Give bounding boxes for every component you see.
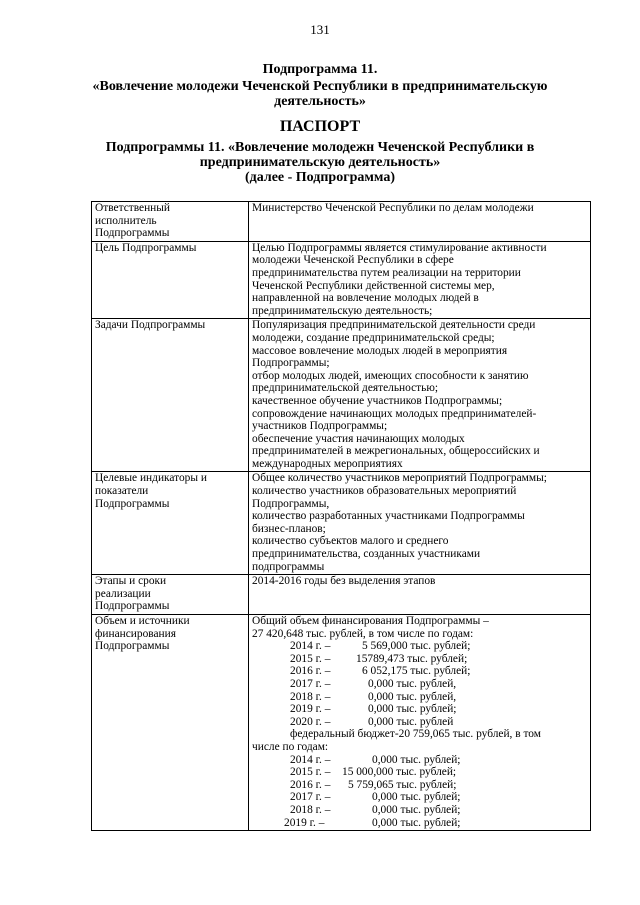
financing-value: 0,000 тыс. рублей, (368, 677, 457, 690)
content-line: предпринимательской деятельностью; (252, 382, 439, 395)
financing-year-row (252, 678, 587, 691)
content-line: предпринимателей в межрегиональных, общероссийских и (252, 445, 540, 458)
content-line: количество участников образовательных мероприятий (252, 485, 517, 498)
content-line: массовое вовлечение молодых людей в мероприятия (252, 344, 508, 357)
subprogram-description: «Вовлечение молодежи Чеченской Республики в предпринимательскую деятельность» (92, 79, 548, 109)
content-line: предпринимательства путем реализации на территории (252, 266, 521, 279)
federal-year: 2018 г. – (290, 803, 331, 816)
content-line: количество субъектов малого и среднего (252, 535, 449, 548)
content-line: Чеченской Республики действенной системы мер, (252, 279, 495, 292)
federal-year-row (252, 766, 587, 779)
row-content (249, 575, 591, 615)
passport-subtitle-line: (далее - Подпрограмма) (244, 170, 395, 185)
table-row (92, 615, 591, 831)
content-line: участников Подпрограммы; (252, 420, 388, 433)
label-line: показатели (95, 485, 149, 498)
table-row (92, 472, 591, 575)
content-line: Общий объем финансирования Подпрограммы – (252, 615, 489, 627)
content-line: международных мероприятиях (252, 457, 403, 470)
page-number: 131 (310, 22, 330, 37)
subprogram-title: Подпрограмма 11. (262, 62, 378, 77)
financing-value: 6 052,175 тыс. рублей; (362, 665, 471, 678)
content-line: отбор молодых людей, имеющих способности к занятию (252, 369, 529, 382)
content-line: Популяризация предпринимательской деятельности среди (252, 319, 536, 332)
financing-year: 2015 г. – (290, 652, 331, 665)
federal-value: 0,000 тыс. рублей; (372, 816, 461, 829)
label-line: реализации (95, 587, 151, 600)
financing-year-row (252, 640, 587, 653)
federal-year-row (252, 779, 587, 792)
row-content (249, 319, 591, 472)
financing-year-row (252, 665, 587, 678)
financing-value: 0,000 тыс. рублей, (368, 690, 457, 703)
label-line: Целевые индикаторы и (95, 472, 207, 485)
content-line: предпринимательства, созданных участниками (252, 548, 481, 561)
label-line: Цель Подпрограммы (95, 241, 197, 254)
label-line: Подпрограммы (95, 497, 170, 510)
content-line: количество разработанных участниками Подпрограммы (252, 510, 525, 523)
federal-year: 2014 г. – (290, 753, 331, 766)
passport-table (91, 201, 591, 831)
row-content (249, 202, 591, 242)
label-line: Подпрограммы (95, 600, 170, 613)
financing-value: 0,000 тыс. рублей; (368, 703, 457, 716)
content-line: обеспечение участия начинающих молодых (252, 432, 465, 445)
federal-year-row (252, 804, 587, 817)
content-line: сопровождение начинающих молодых предпринимателей- (252, 407, 537, 420)
passport-subtitle-line: Подпрограммы 11. «Вовлечение молодежн Чеченской Республики в (105, 140, 535, 155)
table-row (92, 241, 591, 319)
label-line: Подпрограммы (95, 640, 170, 653)
financing-year-row (252, 703, 587, 716)
financing-year-row (252, 716, 587, 729)
label-line: исполнитель (95, 214, 157, 227)
financing-year: 2020 г. – (290, 715, 331, 728)
federal-year-row (252, 817, 587, 830)
row-label (92, 241, 249, 319)
table-row (92, 319, 591, 472)
federal-value: 0,000 тыс. рублей; (372, 753, 461, 766)
content-line: качественное обучение участников Подпрограммы; (252, 394, 503, 407)
content-line: бизнес-планов; (252, 522, 326, 535)
label-line: финансирования (95, 627, 176, 640)
content-line: направленной на вовлечение молодых людей в (252, 292, 479, 305)
row-label (92, 472, 249, 575)
financing-value: 0,000 тыс. рублей (368, 715, 454, 728)
label-line: Этапы и сроки (95, 575, 167, 588)
federal-year: 2015 г. – (290, 766, 331, 779)
federal-value: 5 759,065 тыс. рублей; (348, 778, 457, 791)
financing-content (249, 615, 591, 831)
federal-year: 2017 г. – (290, 791, 331, 804)
content-line: 27 420,648 тыс. рублей, в том числе по годам: (252, 627, 474, 640)
content-line: Подпрограммы; (252, 357, 330, 370)
content-line: федеральный бюджет-20 759,065 тыс. рублей, в том (290, 728, 541, 741)
financing-year: 2017 г. – (290, 677, 331, 690)
row-label (92, 615, 249, 831)
financing-year: 2016 г. – (290, 665, 331, 678)
row-label (92, 202, 249, 242)
federal-year: 2016 г. – (290, 778, 331, 791)
content-line: молодежи Чеченской Республики в сфере (252, 254, 454, 267)
table-row (92, 202, 591, 242)
content-line: Министерство Чеченской Республики по делам молодежи (252, 202, 534, 214)
table-row (92, 575, 591, 615)
federal-year-row (252, 754, 587, 767)
financing-value: 5 569,000 тыс. рублей; (362, 640, 471, 653)
row-label (92, 575, 249, 615)
row-content (249, 241, 591, 319)
row-label (92, 319, 249, 472)
label-line: Задачи Подпрограммы (95, 319, 206, 332)
content-line: числе по годам: (252, 740, 329, 753)
financing-year-row (252, 691, 587, 704)
label-line: Подпрограммы (95, 227, 170, 240)
financing-year: 2014 г. – (290, 640, 331, 653)
federal-year-row (252, 791, 587, 804)
content-line: 2014-2016 годы без выделения этапов (252, 575, 436, 588)
content-line: Подпрограммы, (252, 497, 330, 510)
passport-subtitle (60, 140, 580, 185)
financing-year: 2018 г. – (290, 690, 331, 703)
financing-year: 2019 г. – (290, 703, 331, 716)
content-line: подпрограммы (252, 560, 325, 573)
federal-year: 2019 г. – (284, 816, 325, 829)
federal-value: 15 000,000 тыс. рублей; (342, 766, 457, 779)
content-line: предпринимательскую деятельность; (252, 304, 433, 317)
content-line: молодежи, создание предпринимательской среды; (252, 331, 495, 344)
federal-value: 0,000 тыс. рублей; (372, 791, 461, 804)
financing-value: 15789,473 тыс. рублей; (356, 652, 468, 665)
row-content (249, 472, 591, 575)
federal-value: 0,000 тыс. рублей; (372, 803, 461, 816)
label-line: Объем и источники (95, 615, 190, 627)
label-line: Ответственный (95, 202, 171, 214)
content-line: Общее количество участников мероприятий Подпрограммы; (252, 472, 547, 485)
content-line: Целью Подпрограммы является стимулирование активности (252, 241, 547, 254)
financing-year-row (252, 653, 587, 666)
passport-title: ПАСПОРТ (279, 118, 361, 135)
passport-subtitle-line: предпринимательскую деятельность» (199, 155, 441, 170)
